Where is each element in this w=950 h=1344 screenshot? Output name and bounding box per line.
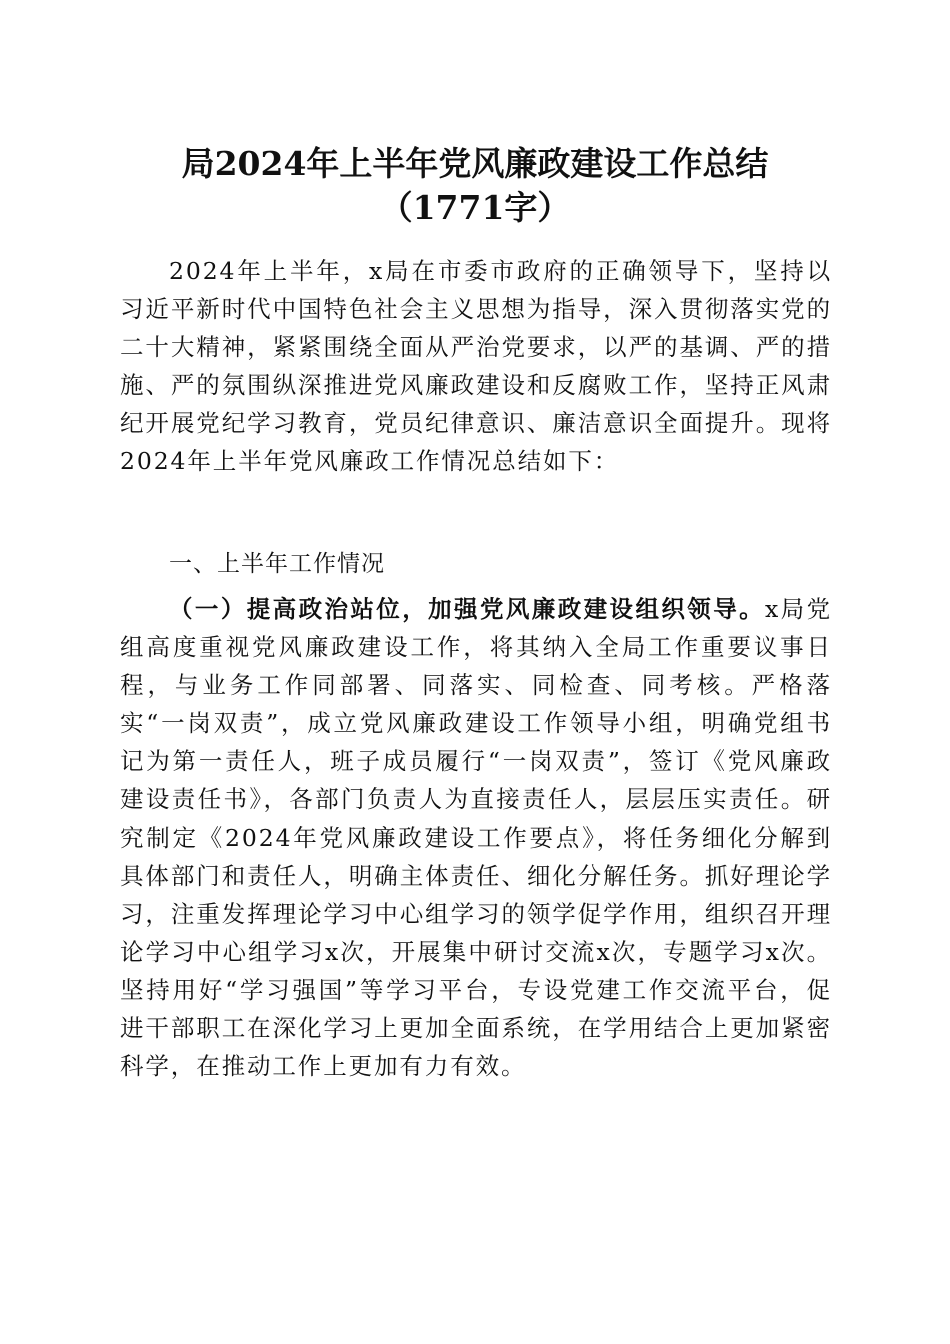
subsection-paragraph — [120, 590, 832, 1085]
document-title: 局2024年上半年党风廉政建设工作总结 — [181, 144, 769, 183]
subsection-heading: （一）提高政治站位，加强党风廉政建设组织领导。 — [169, 595, 766, 623]
subsection-body: x局党组高度重视党风廉政建设工作，将其纳入全局工作重要议事日程，与业务工作同部署、同落实、同检查、同考核。严格落实“一岗双责”，成立党风廉政建设工作领导小组，明确党组书记为第一责任人，班子成员履行“一岗双责”，签订《党风廉政建设责任书》，各部门负责人为直接责任人，层层压实责任。研究制定《2024年党风廉政建设工作要点》，将任务细化分解到具体部门和责任人，明确主体责任、细化分解任务。抓好理论学习，注重发挥理论学习中心组学习的领学促学作用，组织召开理论学习中心组学习x次，开展集中研讨交流x次，专题学习x次。坚持用好“学习强国”等学习平台，专设党建工作交流平台，促进干部职工在深化学习上更加全面系统，在学用结合上更加紧密科学，在推动工作上更加有力有效。 — [120, 595, 832, 1081]
intro-paragraph: 2024年上半年，x局在市委市政府的正确领导下，坚持以习近平新时代中国特色社会主义思想为指导，深入贯彻落实党的二十大精神，紧紧围绕全面从严治党要求，以严的基调、严的措施、严的氛围纵深推进党风廉政建设和反腐败工作，坚持正风肃纪开展党纪学习教育，党员纪律意识、廉洁意识全面提升。现将2024年上半年党风廉政工作情况总结如下： — [120, 257, 832, 476]
section-heading: 一、上半年工作情况 — [169, 551, 385, 577]
document-word-count: （1771字） — [379, 188, 571, 227]
